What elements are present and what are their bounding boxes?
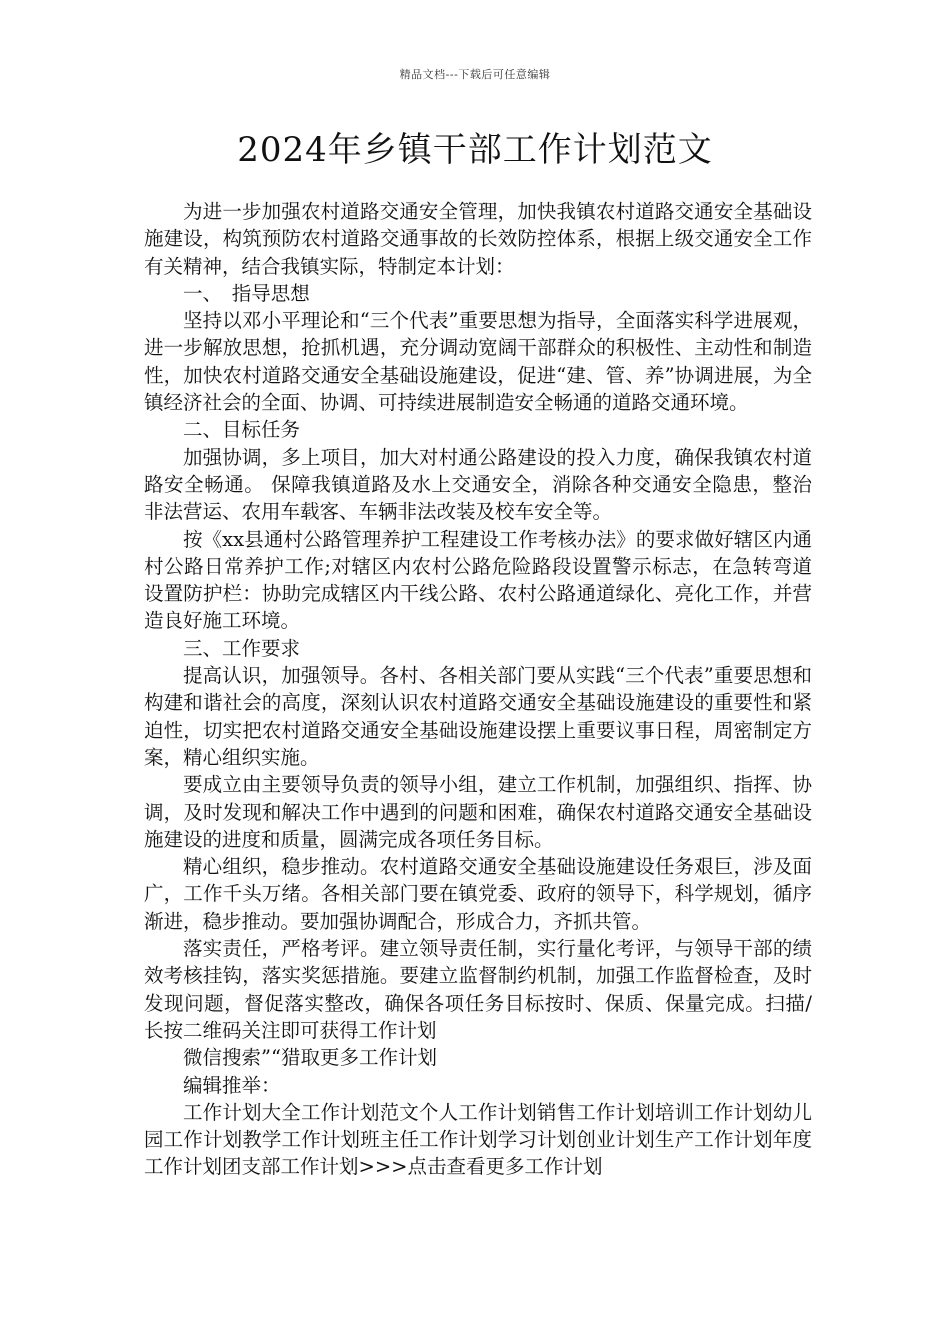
paragraph-requirements-4: 落实责任，严格考评。建立领导责任制，实行量化考评，与领导干部的绩效考核挂钩，落实奖惩措施。要建立监督制约机制，加强工作监督检查，及时发现问题，督促落实整改，确保各项任务目标按时、保质、保量完成。扫描/长按二维码关注即可获得工作计划 — [144, 937, 812, 1042]
recommend-links-paragraph[interactable]: 工作计划大全工作计划范文个人工作计划销售工作计划培训工作计划幼儿园工作计划教学工作计划班主任工作计划学习计划创业计划生产工作计划年度工作计划团支部工作计划>>>点击查看更多工作计划 — [144, 1100, 812, 1179]
page-title: 2024年乡镇干部工作计划范文 — [237, 130, 713, 170]
wechat-search-line: 微信搜索”“猎取更多工作计划 — [183, 1046, 437, 1070]
intro-paragraph: 为进一步加强农村道路交通安全管理，加快我镇农村道路交通安全基础设施建设，构筑预防农村道路交通事故的长效防控体系，根据上级交通安全工作有关精神，结合我镇实际，特制定本计划： — [144, 200, 812, 278]
paragraph-requirements-3: 精心组织，稳步推动。农村道路交通安全基础设施建设任务艰巨，涉及面广，工作千头万绪。各相关部门要在镇党委、政府的领导下，科学规划，循序渐进，稳步推动。要加强协调配合，形成合力，齐抓共管。 — [144, 855, 812, 933]
paragraph-guiding-thought: 坚持以邓小平理论和“三个代表”重要思想为指导，全面落实科学进展观，进一步解放思想，抢抓机遇，充分调动宽阔干部群众的积极性、主动性和制造性，加快农村道路交通安全基础设施建设，促进“建、管、养”协调进展，为全镇经济社会的全面、协调、可持续进展制造安全畅通的道路交通环境。 — [144, 309, 812, 415]
section-heading-goals: 二、目标任务 — [183, 418, 301, 442]
header-note: 精品文档---下载后可任意编辑 — [399, 68, 551, 81]
document-body — [144, 198, 812, 1181]
section-heading-guiding-thought: 一、 指导思想 — [183, 281, 310, 305]
paragraph-requirements-2: 要成立由主要领导负责的领导小组，建立工作机制，加强组织、指挥、协调，及时发现和解决工作中遇到的问题和困难，确保农村道路交通安全基础设施建设的进度和质量，圆满完成各项任务目标。 — [144, 773, 812, 851]
recommend-heading: 编辑推举： — [183, 1073, 281, 1097]
section-heading-requirements: 三、工作要求 — [183, 636, 301, 660]
paragraph-goals-2: 按《xx县通村公路管理养护工程建设工作考核办法》的要求做好辖区内通村公路日常养护工作;对辖区内农村公路危险路段设置警示标志，在急转弯道设置防护栏：协助完成辖区内干线公路、农村公路通道绿化、亮化工作，并营造良好施工环境。 — [144, 527, 812, 633]
paragraph-requirements-1: 提高认识，加强领导。各村、各相关部门要从实践“三个代表”重要思想和构建和谐社会的高度，深刻认识农村道路交通安全基础设施建设的重要性和紧迫性，切实把农村道路交通安全基础设施建设摆上重要议事日程，周密制定方案，精心组织实施。 — [144, 664, 812, 769]
paragraph-goals-1: 加强协调，多上项目，加大对村通公路建设的投入力度，确保我镇农村道路安全畅通。 保障我镇道路及水上交通安全，消除各种交通安全隐患，整治非法营运、农用车载客、车辆非法改装及校车安全等。 — [144, 445, 812, 524]
